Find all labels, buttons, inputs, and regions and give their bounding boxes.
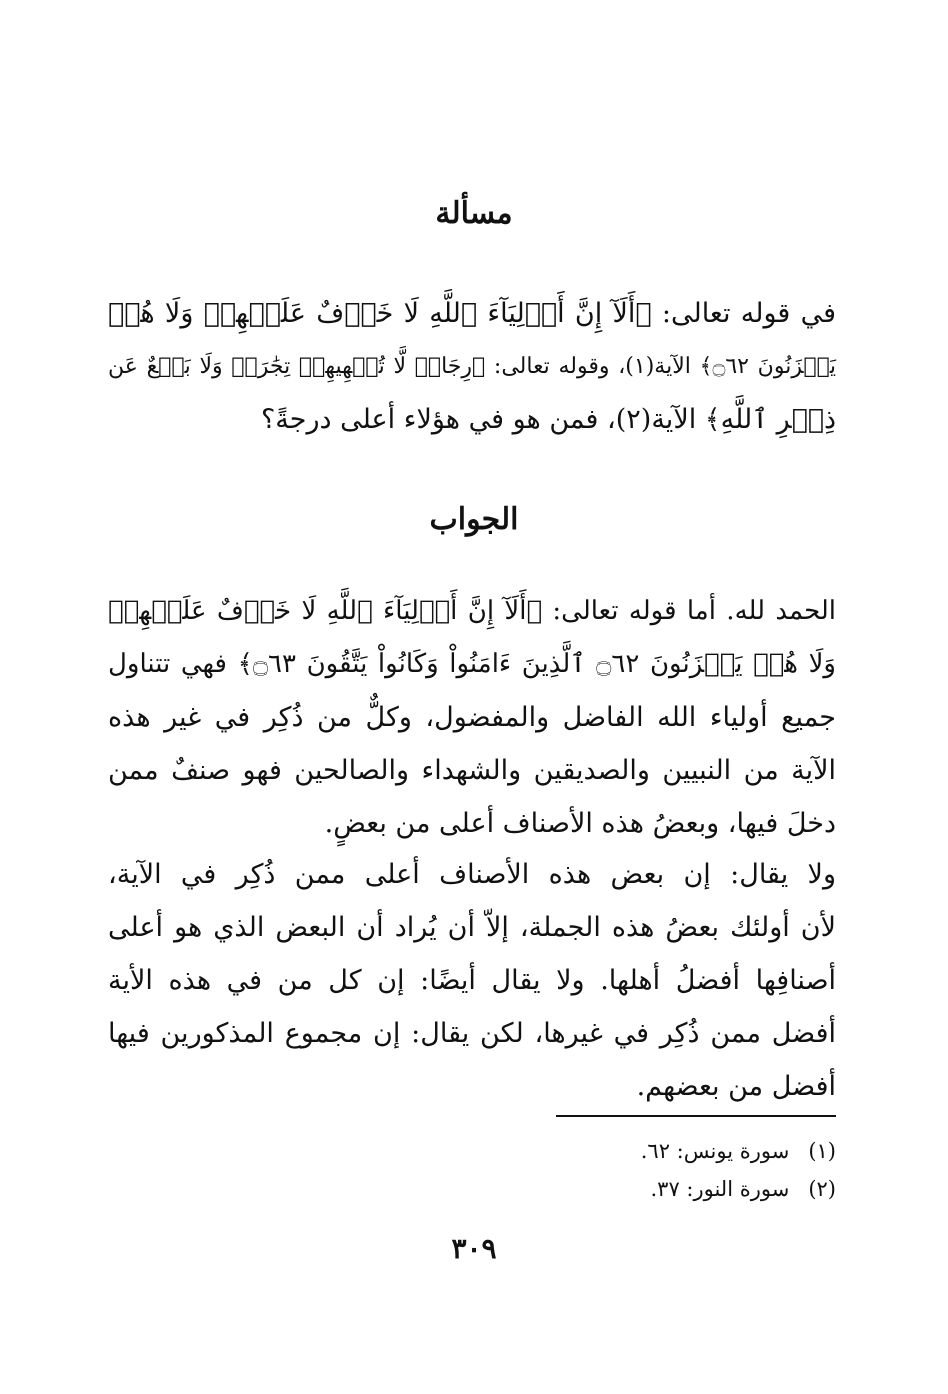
answer-line: لأن أولئك بعضُ هذه الجملة، إلاّ أن يُراد أن البعض الذي هو أعلى: [108, 912, 836, 943]
answer-heading: الجواب: [429, 502, 519, 537]
page-number: ٣٠٩: [451, 1232, 497, 1265]
question-heading: مسألة: [435, 196, 513, 231]
question-line: في قوله تعالى: ﴿أَلَآ إِنَّ أَوۡلِيَآءَ ٱللَّهِ لَا خَوۡفٌ عَلَيۡهِمۡ وَلَا هُمۡ: [108, 298, 836, 329]
footnotes: [300, 1132, 836, 1208]
answer-line: أفضل ممن ذُكِر في غيرها، لكن يقال: إن مجموع المذكورين فيها: [108, 1018, 836, 1049]
footnote-text: سورة النور: ٣٧.: [650, 1177, 790, 1201]
footnote-number: (٢): [808, 1177, 836, 1201]
question-line: ذِكۡرِ ٱللَّهِ﴾ الآية(٢)، فمن هو في هؤلاء أعلى درجةً؟: [260, 404, 836, 435]
footnote-divider: [556, 1115, 836, 1117]
answer-line: دخلَ فيها، وبعضُ هذه الأصناف أعلى من بعضٍ.: [324, 808, 836, 839]
footnote-number: (١): [808, 1139, 836, 1163]
footnote-item: [300, 1170, 836, 1208]
answer-line: الحمد لله. أما قوله تعالى: ﴿أَلَآ إِنَّ أَوۡلِيَآءَ ٱللَّهِ لَا خَوۡفٌ عَلَيۡهِمۡ: [108, 596, 836, 626]
answer-line: أفضل من بعضهم.: [636, 1071, 836, 1102]
footnote-text: سورة يونس: ٦٢.: [640, 1139, 790, 1163]
answer-paragraph-2: [108, 848, 836, 1113]
answer-line: وَلَا هُمۡ يَحۡزَنُونَ ۝٦٢ ٱلَّذِينَ ءَامَنُواْ وَكَانُواْ يَتَّقُونَ ۝٦٣﴾ فهي تتناول: [108, 649, 836, 679]
answer-line: أصنافِها أفضلُ أهلها. ولا يقال أيضًا: إن كل من في هذه الأية: [108, 965, 836, 996]
answer-paragraph-1: [108, 585, 836, 850]
question-text: [108, 287, 836, 446]
answer-line: جميع أولياء الله الفاضل والمفضول، وكلٌّ من ذُكِر في غير هذه: [108, 702, 836, 733]
footnote-item: [300, 1132, 836, 1170]
answer-line: ولا يقال: إن بعض هذه الأصناف أعلى ممن ذُكِر في الآية،: [108, 859, 836, 890]
answer-line: الآية من النبيين والصديقين والشهداء والصالحين فهو صنفٌ ممن: [108, 755, 836, 786]
question-line: يَحۡزَنُونَ ۝٦٢﴾ الآية(١)، وقوله تعالى: ﴿رِجَالٞ لَّا تُلۡهِيهِمۡ تِجَٰرَةٞ وَلَا بَيۡعٌ عَن: [108, 354, 836, 379]
